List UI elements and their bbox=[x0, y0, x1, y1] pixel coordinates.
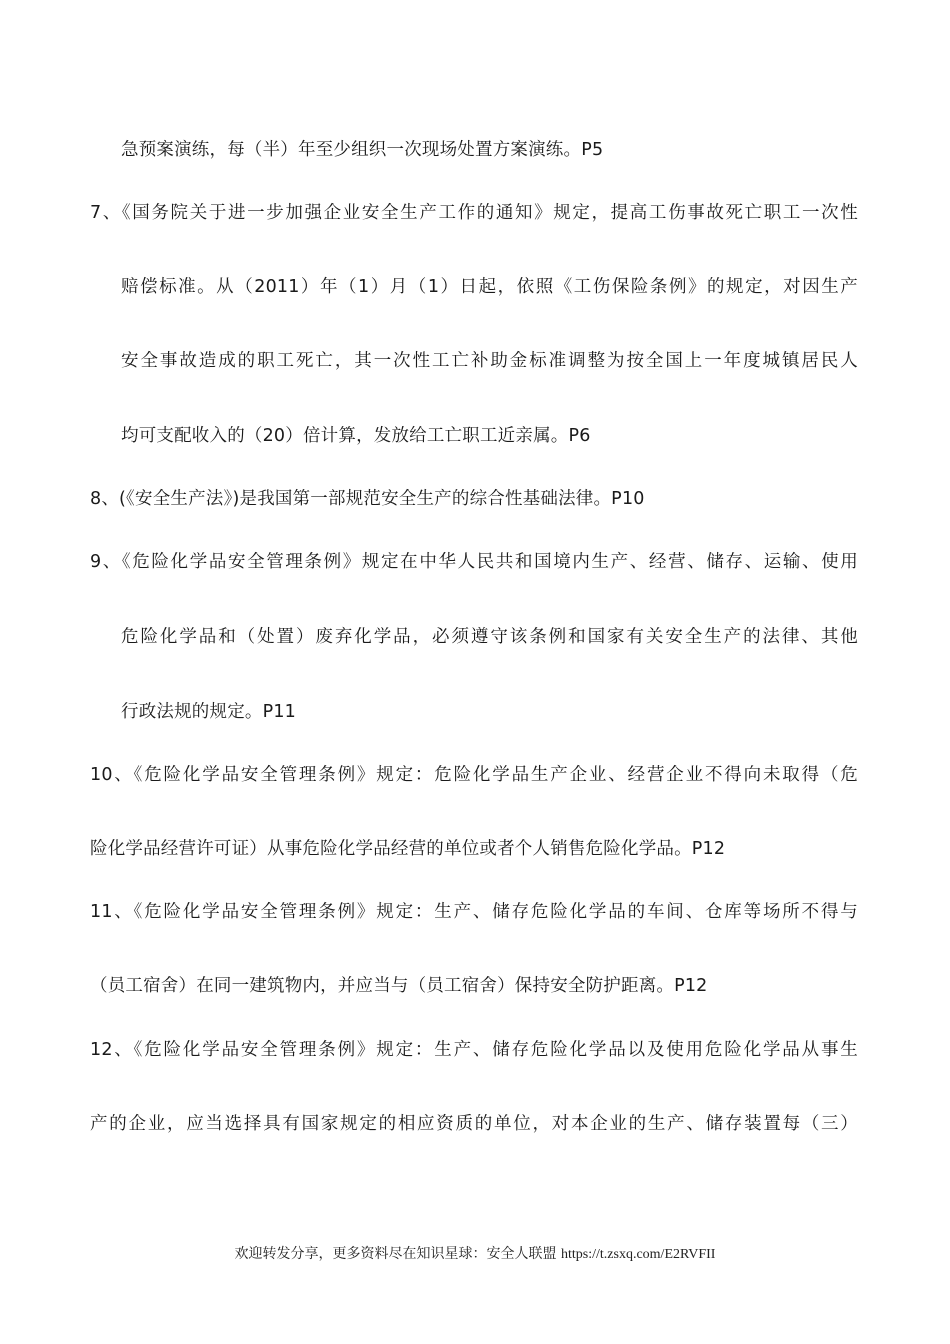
text-line: 10、《危险化学品安全管理条例》规定：危险化学品生产企业、经营企业不得向未取得（危 bbox=[90, 765, 858, 785]
text-line: 9、《危险化学品安全管理条例》规定在中华人民共和国境内生产、经营、储存、运输、使用 bbox=[90, 552, 858, 572]
text-line: 危险化学品和（处置）废弃化学品，必须遵守该条例和国家有关安全生产的法律、其他 bbox=[121, 627, 858, 647]
text-line: 行政法规的规定。P11 bbox=[121, 702, 297, 722]
text-line: 11、《危险化学品安全管理条例》规定：生产、储存危险化学品的车间、仓库等场所不得与 bbox=[90, 902, 858, 922]
text-line: （员工宿舍）在同一建筑物内，并应当与（员工宿舍）保持安全防护距离。P12 bbox=[90, 976, 708, 996]
text-line: 赔偿标准。从（2011）年（1）月（1）日起，依照《工伤保险条例》的规定，对因生产 bbox=[121, 277, 858, 297]
text-line: 均可支配收入的（20）倍计算，发放给工亡职工近亲属。P6 bbox=[121, 426, 591, 446]
footer-text: 欢迎转发分享，更多资料尽在知识星球：安全人联盟 bbox=[234, 1246, 557, 1262]
text-line: 安全事故造成的职工死亡，其一次性工亡补助金标准调整为按全国上一年度城镇居民人 bbox=[121, 351, 858, 371]
text-line: 7、《国务院关于进一步加强企业安全生产工作的通知》规定，提高工伤事故死亡职工一次性 bbox=[90, 203, 858, 223]
text-line: 12、《危险化学品安全管理条例》规定：生产、储存危险化学品以及使用危险化学品从事生 bbox=[90, 1040, 858, 1060]
page-footer bbox=[0, 1244, 950, 1265]
text-line: 险化学品经营许可证）从事危险化学品经营的单位或者个人销售危险化学品。P12 bbox=[90, 839, 726, 859]
text-line: 8、(《安全生产法》)是我国第一部规范安全生产的综合性基础法律。P10 bbox=[90, 489, 645, 509]
footer-link[interactable]: https://t.zsxq.com/E2RVFII bbox=[561, 1247, 716, 1262]
text-line: 产的企业，应当选择具有国家规定的相应资质的单位，对本企业的生产、储存装置每（三） bbox=[90, 1114, 858, 1134]
text-line: 急预案演练，每（半）年至少组织一次现场处置方案演练。P5 bbox=[121, 140, 604, 160]
